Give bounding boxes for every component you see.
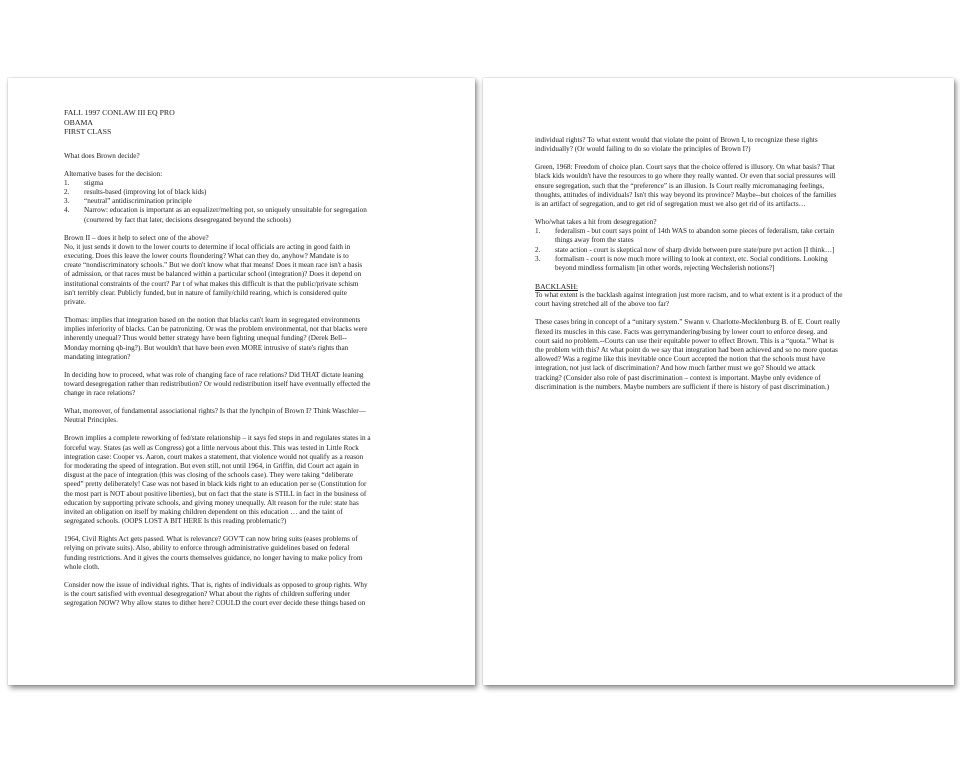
document-page-left bbox=[8, 78, 475, 685]
who-intro: Who/what takes a hit from desegregation? bbox=[535, 218, 657, 227]
body-paragraph: Green, 1968: Freedom of choice plan. Court says that the choice offered is illusory. On what basis? That black kids wouldn't have the resources to go where they really wanted. Or even that social pressures will ensure segregation, such that the “preference” is an illusion. Is Court really micromanaging feelings, thoughts, attitudes of individuals? Isn't this way beyond its province? Maybe--but choices of the families is an artifact of segregation, and to get rid of segregation must we also get rid of its artifacts… bbox=[535, 163, 837, 209]
body-paragraph: 1964, Civil Rights Act gets passed. What is relevance? GOV'T can now bring suits (eases problems of relying on private suits). Also, ability to enforce through administrative guidelines based on federal funding restrictions. And it gives the courts themselves guidance, no longer having to make policy from whole cloth. bbox=[64, 535, 363, 571]
list-text: “neutral” antidiscrimination principle bbox=[84, 197, 192, 206]
list-item bbox=[535, 227, 938, 245]
list-item bbox=[64, 179, 459, 188]
list-text: federalism - but court says point of 14th WAS to abandon some pieces of federalism, take certain things away from the states bbox=[555, 227, 835, 245]
course-title: FALL 1997 CONLAW III EQ PRO bbox=[64, 108, 175, 117]
list-number: 1. bbox=[64, 178, 70, 187]
list-number: 3. bbox=[535, 254, 541, 263]
backlash-paragraph: To what extent is the backlash against integration just more racism, and to what extent is it a product of the court having stretched all of the above too far? bbox=[535, 291, 843, 309]
list-number: 3. bbox=[64, 197, 70, 206]
list-text: Narrow: education is important as an equalizer/melting pot, so uniquely unsuitable for segregation (courtered by fact that later, decisions desegregated beyond the schools) bbox=[84, 206, 367, 224]
body-paragraph: Brown II – does it help to select one of the above? No, it just sends it down to the lower courts to determine if local officials are acting in good faith in executing. Does this leave the lower courts floundering? What can they do, anyhow? Mandate is to create “nondiscriminatory schools.” But we don't know what that means! Does it mean race isn't a basis of admission, or that races must be balanced within a particular school (integration)? Does it depend on institutional constraints of the court? Par t of what makes this difficult is that the public/private schism isn't terribly clear. Publicly funded, but in nature of family/child rearing, which is considered quite private. bbox=[64, 233, 363, 306]
body-paragraph: Brown implies a complete reworking of fed/state relationship – it says fed steps in and regulates states in a forceful way. States (as well as Congress) got a little nervous about this. This was tested in Little Rock integration case: Cooper vs. Aaron, court makes a statement, that violence would not qualify as a reason for moderating the speed of integration. But even still, not until 1964, in Griffin, did Court act again in disgust at the pace of integration (this was closing of the schools case). They were taking “deliberate speed” pretty deliberately! Case was not based in black kids right to an education per se (Constitution for the most part is NOT about positive liberties), but on fact that the state is STILL in fact in the business of education by supporting private schools, and giving money unequally. Alt reason for the rule: state has invited an obligation on itself by making children dependent on this education … and the taint of segregated schools. (OOPS LOST A BIT HERE Is this reading problematic?) bbox=[64, 434, 371, 526]
body-paragraph: Consider now the issue of individual rights. That is, rights of individuals as opposed to group rights. Why is the court satisfied with eventual desegregation? What about the rights of children suffering under segregation NOW? Why allow states to dither here? COULD the court ever decide these things based on bbox=[64, 580, 368, 608]
list-number: 2. bbox=[535, 245, 541, 254]
bases-intro: Alternative bases for the decision: bbox=[64, 169, 163, 178]
list-item bbox=[535, 246, 938, 255]
body-paragraph: Thomas: implies that integration based on the notion that blacks can't learn in segregated environments implies inferiority of blacks. Can be patronizing. Or was the problem environmental, not that blacks were inherently unequal? Thus would better strategy have been fighting unequal funding? (Derek Bell-- Monday morning qb-ing?). But wouldn't that have been even MORE intrusive of state's rights than mandating integration? bbox=[64, 315, 368, 361]
document-header bbox=[64, 108, 459, 137]
document-page-right bbox=[483, 78, 954, 685]
list-number: 1. bbox=[535, 227, 541, 236]
list-item bbox=[535, 255, 938, 273]
list-item bbox=[64, 206, 459, 224]
list-text: formalism - court is now much more willing to look at context, etc. Social conditions. Looking beyond mindless formalism [in other words, rejecting Wechslerish notions?] bbox=[555, 254, 828, 273]
list-number: 4. bbox=[64, 206, 70, 215]
body-paragraph: individual rights? To what extent would that violate the point of Brown I, to recognize these rights individually? (Or would failing to do so violate the principles of Brown I?) bbox=[535, 136, 818, 154]
list-item bbox=[64, 188, 459, 197]
list-text: stigma bbox=[84, 178, 104, 187]
body-paragraph: These cases bring in concept of a “unitary system.” Swann v. Charlotte-Mecklenburg B. of E. Court really flexed its muscles in this case. Facts was gerrymandering/busing by lower court to enforce deseg. and court said no problem.--Courts can use their equitable power to effect Brown. This is a “quota.” What is the problem with this? At what point do we say that integration had been achieved and so no more quotas allowed? Was a regime like this inevitable once Court accepted the notion that the schools must have integration, not just lack of discrimination? And how much farther must we go? Should we attack tracking? (Consider also role of past discrimination – context is important. Maybe only evidence of discrimination is the numbers. Maybe numbers are sufficient if there is history of past discrimination.) bbox=[535, 318, 841, 391]
list-text: results-based (improving lot of black kids) bbox=[84, 187, 207, 196]
list-text: state action - court is skeptical now of sharp divide between pure state/pure pvt action [I think…] bbox=[555, 245, 835, 254]
backlash-heading: BACKLASH: bbox=[535, 282, 579, 292]
instructor-name: OBAMA bbox=[64, 117, 94, 127]
question-paragraph: What does Brown decide? bbox=[64, 151, 140, 160]
list-item bbox=[64, 197, 459, 206]
list-number: 2. bbox=[64, 187, 70, 196]
body-paragraph: What, moreover, of fundamental associational rights? Is that the lynchpin of Brown I? Think Waschler— Neutral Principles. bbox=[64, 407, 366, 425]
bases-list bbox=[64, 179, 459, 225]
body-paragraph: In deciding how to proceed, what was role of changing face of race relations? Did THAT dictate leaning toward desegregation rather than redistribution? Or would redistribution itself have eventually effected the change in race relations? bbox=[64, 370, 371, 398]
class-label: FIRST CLASS bbox=[64, 127, 112, 136]
who-list bbox=[535, 227, 938, 273]
